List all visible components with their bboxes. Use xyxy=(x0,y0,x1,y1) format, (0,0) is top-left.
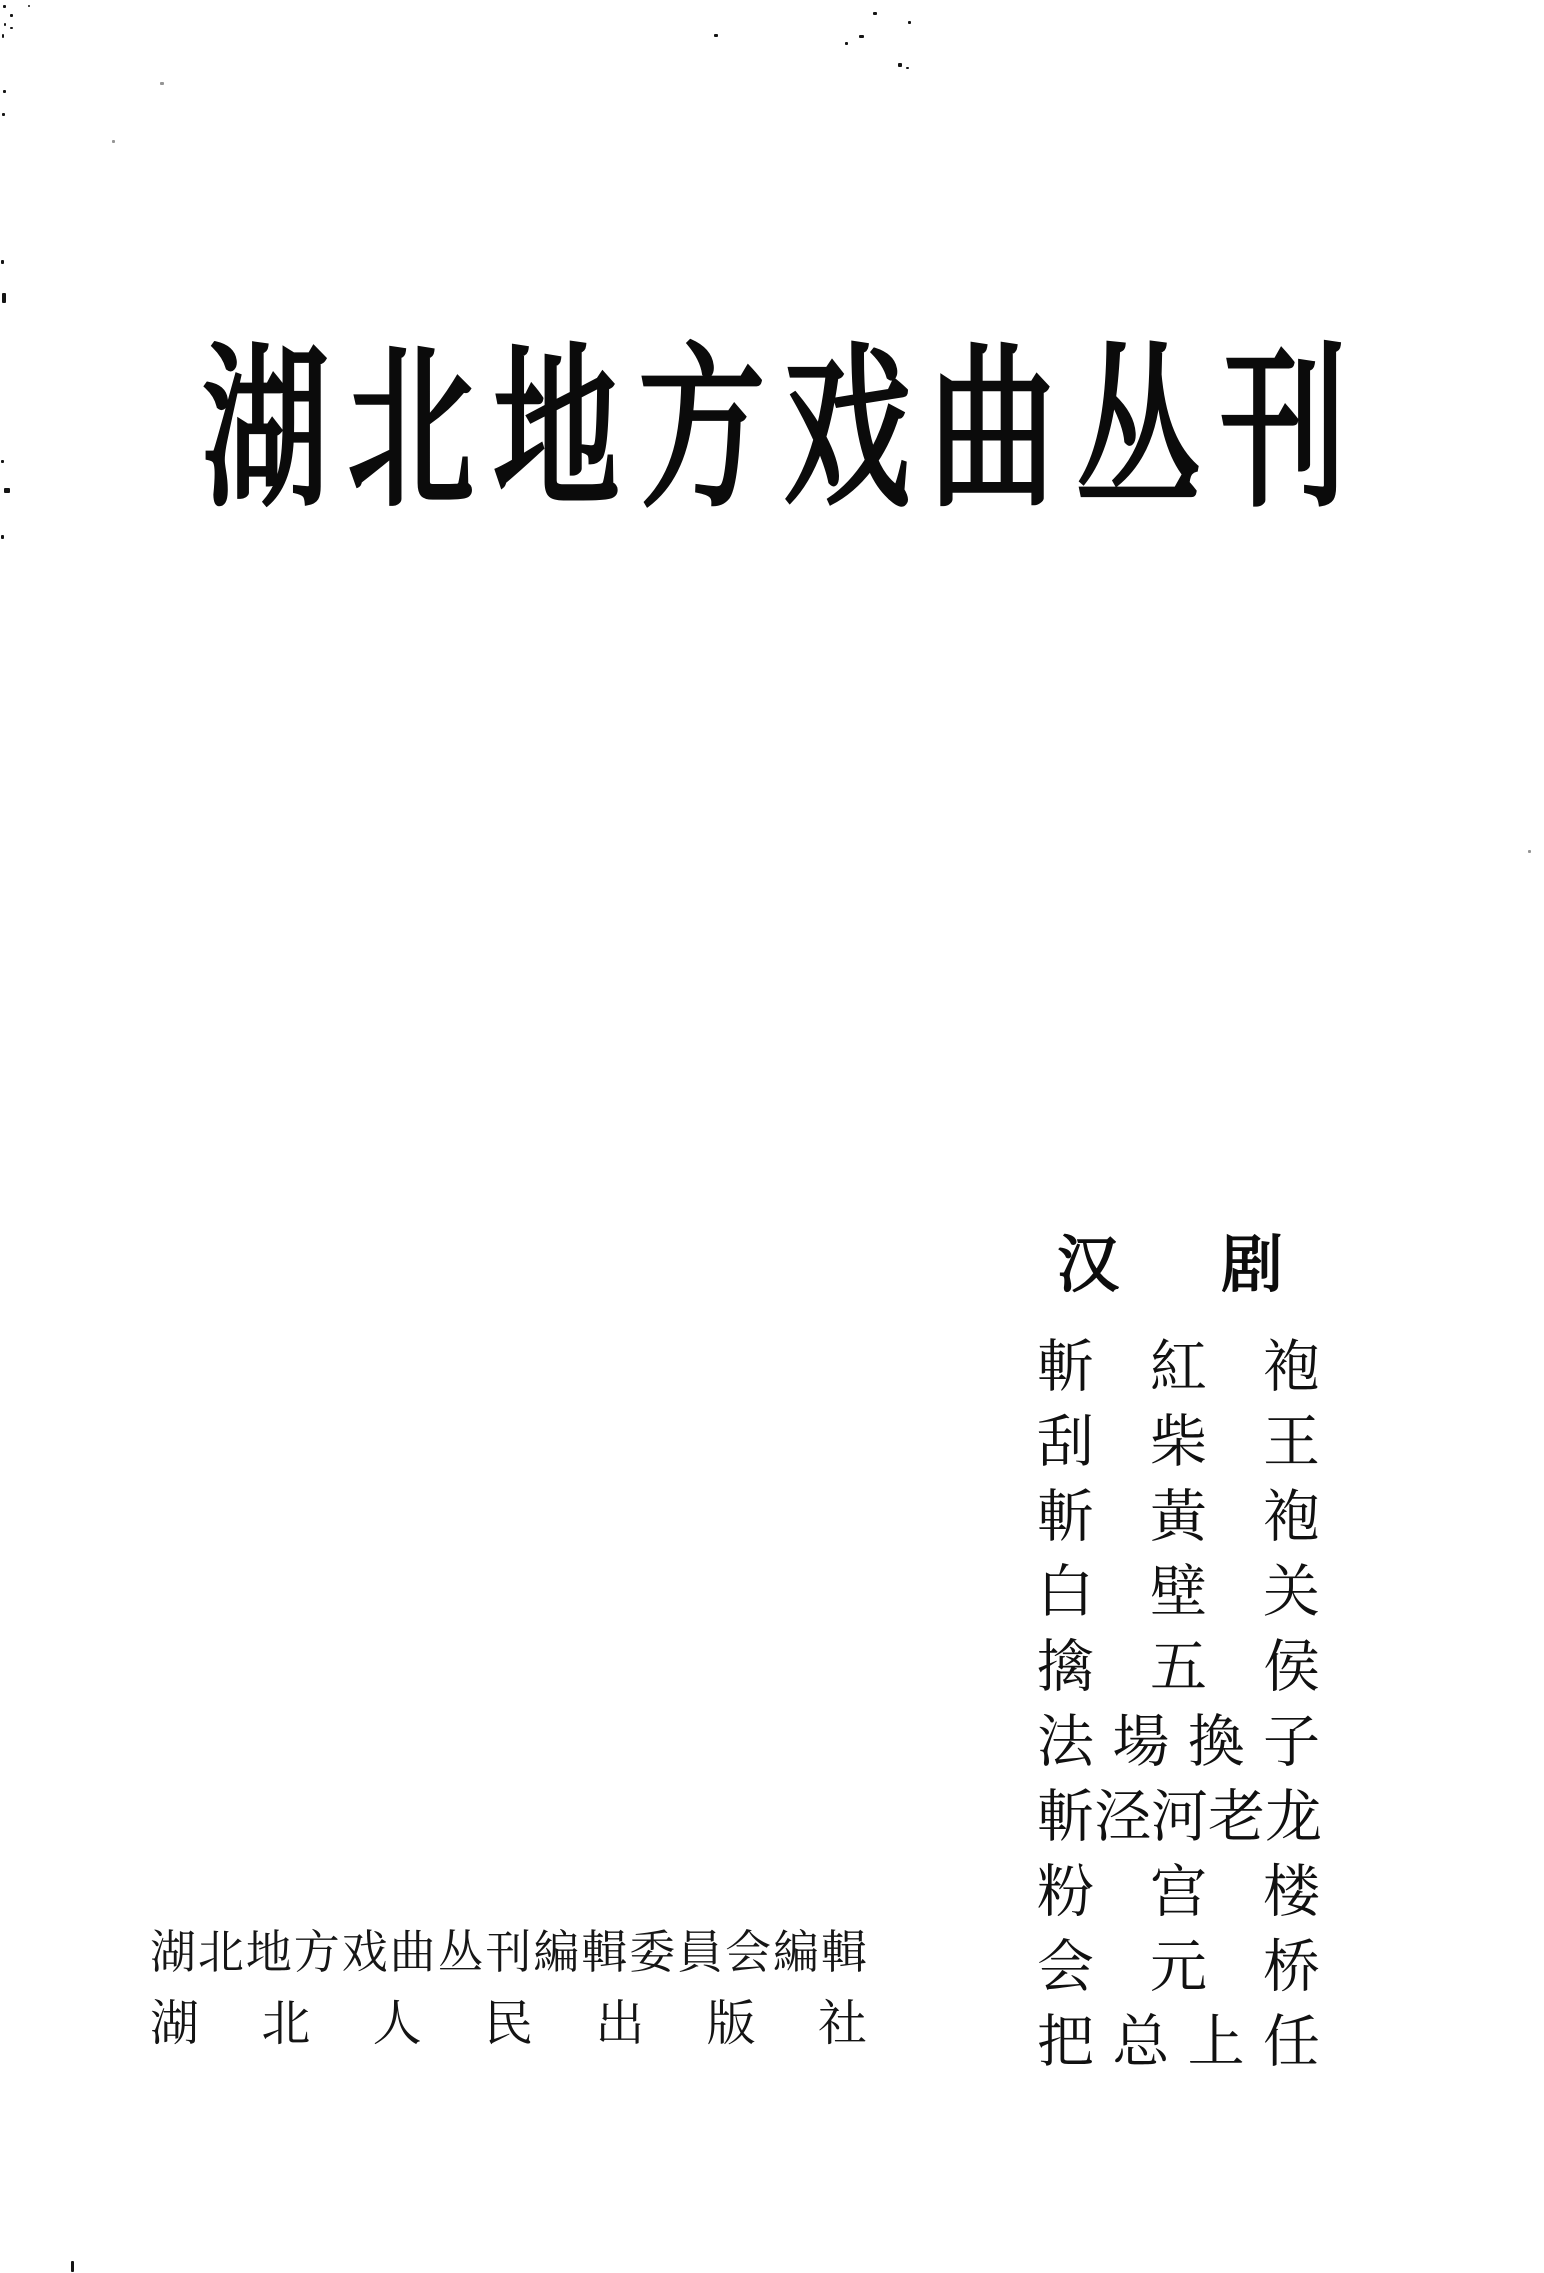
scan-noise-dot xyxy=(3,90,6,93)
publisher-line: 湖 北 人 民 出 版 社 xyxy=(150,1995,867,2052)
play-title: 擒 五 侯 xyxy=(1037,1634,1320,1700)
scan-noise-dot xyxy=(859,35,864,38)
scan-noise-dot xyxy=(28,5,30,7)
editorial-committee-line: 湖 北 地 方 戏 曲 丛 刊 編 輯 委 員 会 編 輯 xyxy=(150,1925,867,1979)
play-title: 斬 紅 袍 xyxy=(1037,1334,1320,1400)
play-title: 会 元 桥 xyxy=(1037,1934,1320,2000)
scan-noise-dot xyxy=(160,82,164,85)
play-title: 把 总 上 任 xyxy=(1037,2009,1320,2075)
scan-noise-dot xyxy=(2,113,5,116)
book-title: 湖 北 地 方 戏 曲 丛 刊 xyxy=(202,325,1347,532)
scan-noise-dot xyxy=(1,460,4,463)
scan-noise-dot xyxy=(4,23,6,26)
play-title: 刮 柴 王 xyxy=(1037,1409,1320,1475)
play-title: 斬 黃 袍 xyxy=(1037,1484,1320,1550)
play-title: 白 壁 关 xyxy=(1037,1559,1320,1625)
scan-noise-dot xyxy=(112,140,115,143)
scan-noise-dot xyxy=(2,293,6,303)
scan-noise-dot xyxy=(845,42,848,45)
scan-noise-dot xyxy=(1,260,4,264)
play-title: 粉 宫 楼 xyxy=(1037,1859,1320,1925)
scan-noise-dot xyxy=(4,488,10,493)
scan-noise-dot xyxy=(873,12,877,15)
scan-noise-dot xyxy=(71,2261,74,2272)
scan-noise-dot xyxy=(10,14,13,17)
scan-noise-dot xyxy=(1,535,4,539)
play-title: 法 場 換 子 xyxy=(1037,1709,1320,1775)
play-title-list xyxy=(1037,1330,1320,2080)
opera-genre-heading: 汉 剧 xyxy=(1057,1228,1283,1301)
scan-noise-dot xyxy=(898,63,902,67)
scan-noise-dot xyxy=(1528,850,1531,853)
scan-noise-dot xyxy=(3,5,6,8)
scan-noise-dot xyxy=(908,21,911,24)
scan-noise-dot xyxy=(906,67,909,69)
scan-noise-dot xyxy=(714,34,718,37)
scan-noise-dot xyxy=(10,27,13,29)
imprint-block xyxy=(150,1925,867,2052)
play-title: 斬 泾 河 老 龙 xyxy=(1037,1784,1322,1850)
scan-noise-dot xyxy=(2,34,4,38)
